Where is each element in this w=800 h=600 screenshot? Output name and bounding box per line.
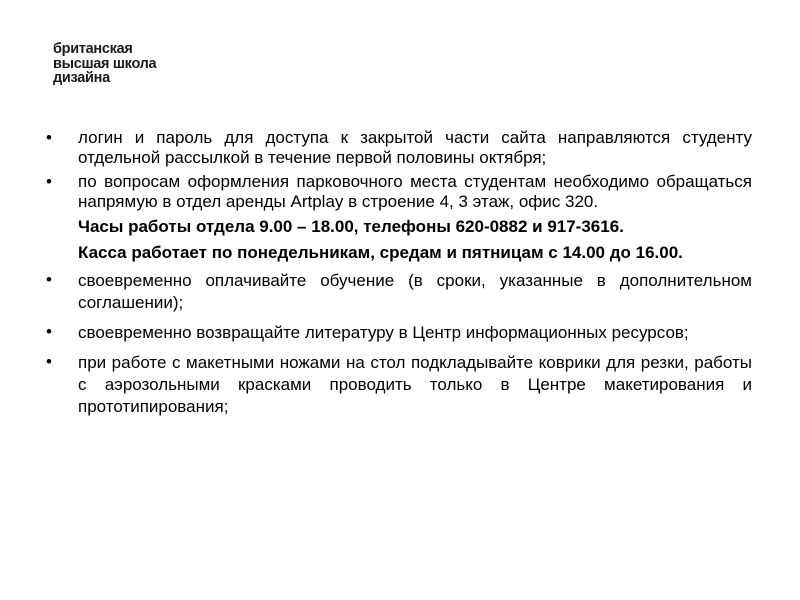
list-item-text: при работе с макетными ножами на стол подкладывайте коврики для резки, работы с аэрозольными красками проводить только в Центре макетирования и прототипирования; bbox=[78, 353, 752, 416]
bullet-icon: • bbox=[46, 270, 52, 289]
list-item bbox=[46, 322, 752, 344]
bullet-icon: • bbox=[46, 322, 52, 341]
office-hours-text: Часы работы отдела 9.00 – 18.00, телефоны 620-0882 и 917-3616. bbox=[78, 217, 624, 236]
list-item bbox=[46, 352, 752, 418]
list-item bbox=[46, 172, 752, 264]
slide-content bbox=[46, 128, 752, 422]
school-logo bbox=[53, 42, 156, 86]
bullet-icon: • bbox=[46, 172, 52, 191]
logo-line-3: дизайна bbox=[53, 70, 110, 86]
logo-line-1: британская bbox=[53, 41, 133, 57]
list-item-text: по вопросам оформления парковочного места студентам необходимо обращаться напрямую в отдел аренды Artplay в строение 4, 3 этаж, офис 320. bbox=[78, 172, 752, 211]
bullet-icon: • bbox=[46, 128, 52, 147]
list-item bbox=[46, 270, 752, 314]
list-item bbox=[46, 128, 752, 168]
logo-line-2: высшая школа bbox=[53, 55, 157, 72]
list-item-text: логин и пароль для доступа к закрытой части сайта направляются студенту отдельной рассылкой в течение первой половины октября; bbox=[78, 128, 752, 167]
list-item-text: своевременно оплачивайте обучение (в сроки, указанные в дополнительном соглашении); bbox=[78, 271, 752, 312]
cashier-hours-text: Касса работает по понедельникам, средам и пятницам с 14.00 до 16.00. bbox=[78, 243, 683, 262]
rules-list bbox=[46, 128, 752, 418]
bullet-icon: • bbox=[46, 352, 52, 371]
list-item-text: своевременно возвращайте литературу в Центр информационных ресурсов; bbox=[78, 323, 689, 342]
